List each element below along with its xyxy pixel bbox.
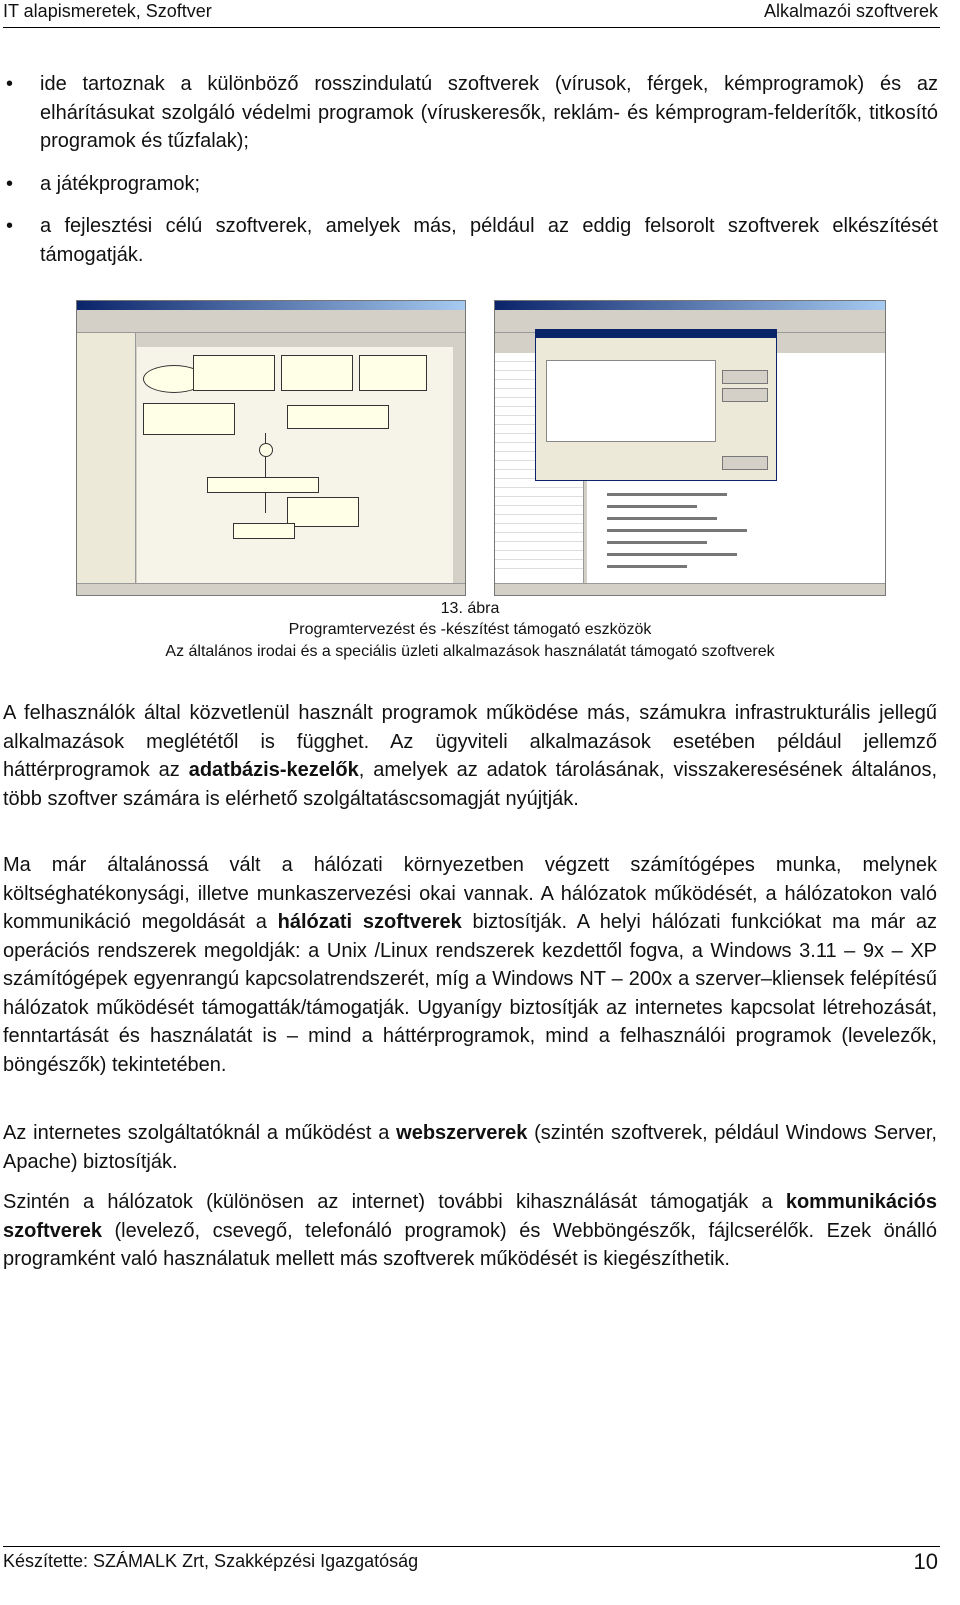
paragraph-text: (szintén szoftverek, például Windows Server, Apache) biztosítják. — [3, 1122, 937, 1173]
window-statusbar — [77, 583, 465, 595]
uml-note — [287, 497, 359, 527]
diagram-canvas — [137, 347, 453, 583]
figure-images — [0, 300, 960, 596]
header-rule — [3, 27, 940, 28]
paragraph-text: biztosítják. A helyi hálózati funkciókat ma már az operációs rendszerek megoldják: a Unix /Linux rendszerek kezdettől fogva, a Windows 3.11 – 9x – XP számítógépek egyenrangú kapcsolatrendszerét, míg a Windows NT – 200x a szerver–kliensek felépítésű hálózatok működését támogatták/támogatják. Ugyanígy biztosítják az internetes kapcsolat létrehozását, fenntartását és használatát is – mind a háttérprogramok, mind a felhasználói programok (levelezők, böngészők) tekintetében. — [3, 911, 937, 1076]
bold-term: webszerverek — [396, 1122, 528, 1144]
uml-box — [233, 523, 295, 539]
uml-box — [281, 355, 353, 391]
bullet-icon: • — [6, 215, 14, 237]
figure-number: 13. ábra — [440, 600, 500, 617]
page-number: 10 — [913, 1549, 938, 1574]
window-titlebar — [495, 301, 885, 310]
list-item — [3, 170, 938, 199]
paragraph — [3, 1188, 937, 1274]
ide-screenshot — [494, 300, 886, 596]
paragraph — [3, 1119, 937, 1176]
paragraph — [3, 851, 937, 1079]
paragraph-text: Szintén a hálózatok (különösen az internet) további kihasználását támogatják a — [3, 1191, 786, 1213]
list-item-text: a játékprogramok; — [40, 172, 201, 195]
figure-subtitle: Az általános irodai és a speciális üzleti alkalmazások használatát támogató szoftverek — [165, 643, 775, 660]
uml-box — [287, 405, 389, 429]
paragraph-text: A felhasználók által közvetlenül használt programok működése más, számukra infrastrukturális jellegű alkalmazások meglététől is függhet. Az ügyviteli alkalmazások esetében például jellemző háttérprogramok az — [3, 702, 937, 781]
bold-term: adatbázis-kezelők — [188, 759, 359, 781]
dialog-titlebar — [536, 330, 776, 338]
list-item-text: ide tartoznak a különböző rosszindulatú szoftverek (vírusok, férgek, kémprogramok) és az elhárításukat szolgáló védelmi programok (víruskeresők, reklám- és kémprogram-felderítők, titkosító programok és tűzfalak); — [40, 73, 938, 152]
uml-box — [359, 355, 427, 391]
dialog-button — [722, 388, 768, 402]
window-statusbar — [495, 583, 885, 595]
bold-term: hálózati szoftverek — [277, 911, 462, 933]
footer-author: Készítette: SZÁMALK Zrt, Szakképzési Igazgatóság — [3, 1551, 419, 1571]
uml-box — [193, 355, 275, 391]
uml-box — [143, 403, 235, 435]
paragraph-text: Ma már általánossá vált a hálózati környezetben végzett számítógépes munka, melynek költséghatékonysági, illetve munkaszervezési okai vannak. A hálózatok működését, a hálózatokon való kommunikáció megoldását a — [3, 854, 937, 933]
list-item — [3, 212, 938, 269]
uml-node — [259, 443, 273, 457]
window-toolbar — [77, 310, 465, 333]
paragraph-text: , amelyek az adatok tárolásának, visszakeresésének általános, több szoftver számára is elérhető szolgáltatáscsomagját nyújtják. — [3, 759, 938, 810]
paragraph — [3, 699, 937, 813]
bold-term: kommunikációs szoftverek — [3, 1191, 937, 1242]
header-right: Alkalmazói szoftverek — [763, 1, 938, 21]
uml-box — [207, 477, 319, 493]
window-titlebar — [77, 301, 465, 310]
footer-rule — [3, 1546, 940, 1547]
header-left: IT alapismeretek, Szoftver — [3, 1, 212, 21]
list-item — [3, 70, 938, 156]
uml-tool-screenshot — [76, 300, 466, 596]
figure-title: Programtervezést és -készítést támogató eszközök — [288, 621, 652, 638]
bullet-list — [3, 70, 938, 283]
form-designer-window — [535, 329, 777, 481]
paragraph-text: Az internetes szolgáltatóknál a működést a — [3, 1122, 397, 1144]
dialog-button — [722, 456, 768, 470]
list-item-text: a fejlesztési célú szoftverek, amelyek más, például az eddig felsorolt szoftverek elkészítését támogatják. — [40, 215, 938, 266]
dialog-button — [722, 370, 768, 384]
data-grid — [546, 360, 716, 442]
bullet-icon: • — [6, 172, 14, 195]
paragraph-text: (levelező, csevegő, telefonáló programok) és Webböngészők, fájlcserélők. Ezek önálló programként való használatuk mellett más szoftverek működését is kiegészíthetik. — [3, 1219, 937, 1270]
toolbox-panel — [77, 333, 136, 583]
bullet-icon: • — [6, 73, 14, 95]
